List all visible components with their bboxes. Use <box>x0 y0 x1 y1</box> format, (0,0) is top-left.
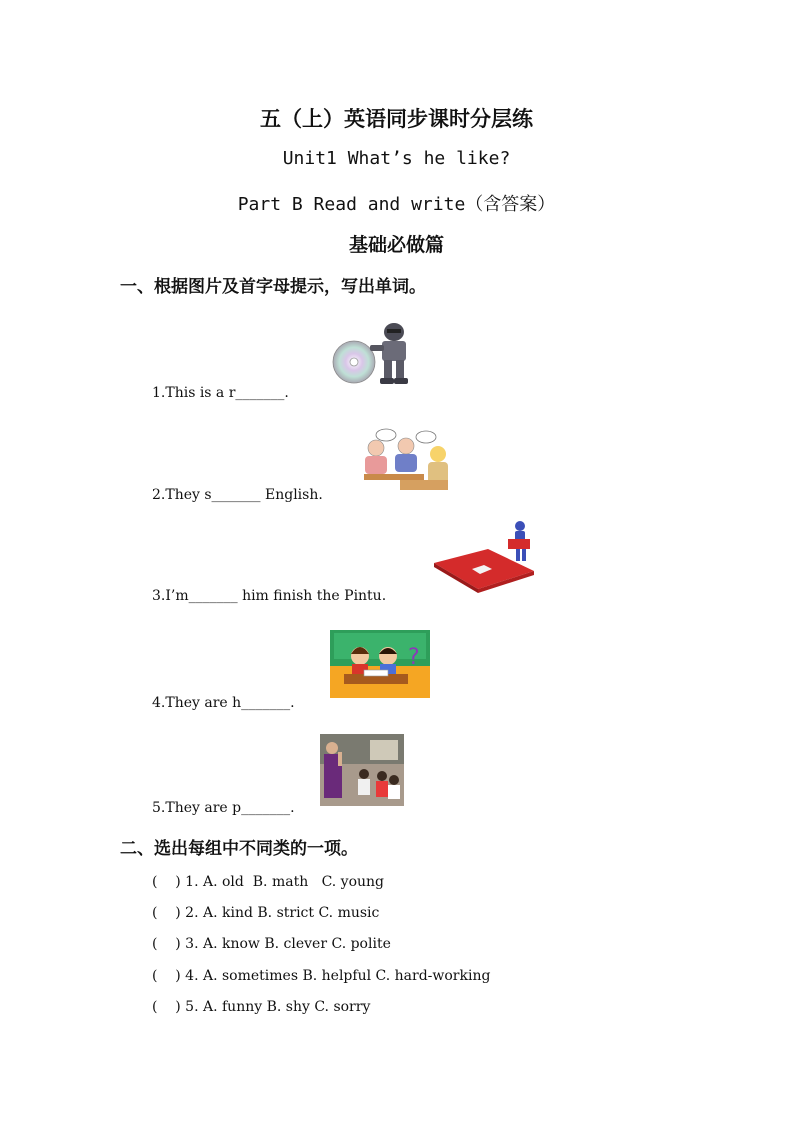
question-3: 3.I’m_______ him finish the Pintu. <box>152 588 387 604</box>
unit-title: Unit1 What’s he like? <box>282 148 511 169</box>
robot-cd-image <box>332 320 416 388</box>
choice-row-5: ( ) 5. A. funny B. shy C. sorry <box>152 999 371 1015</box>
puzzle-person-image <box>432 519 536 593</box>
question-4: 4.They are h_______. <box>152 695 295 711</box>
kids-reading-image <box>330 630 430 698</box>
question-2: 2.They s_______ English. <box>152 487 323 503</box>
choice-row-2: ( ) 2. A. kind B. strict C. music <box>152 905 380 921</box>
level-heading: 基础必做篇 <box>348 234 444 256</box>
people-talking-image <box>360 428 452 494</box>
svg-text:?: ? <box>408 645 420 670</box>
question-5: 5.They are p_______. <box>152 800 295 816</box>
choice-row-4: ( ) 4. A. sometimes B. helpful C. hard-working <box>152 968 491 984</box>
question-1: 1.This is a r_______. <box>152 385 289 401</box>
choice-row-3: ( ) 3. A. know B. clever C. polite <box>152 936 391 952</box>
section1-heading: 一、根据图片及首字母提示，写出单词。 <box>120 277 426 297</box>
part-title: Part B Read and write（含答案） <box>237 194 556 215</box>
classroom-photo-image <box>320 734 404 806</box>
choice-row-1: ( ) 1. A. old B. math C. young <box>152 874 385 890</box>
section2-heading: 二、选出每组中不同类的一项。 <box>120 839 358 859</box>
page-title: 五（上）英语同步课时分层练 <box>260 106 533 131</box>
